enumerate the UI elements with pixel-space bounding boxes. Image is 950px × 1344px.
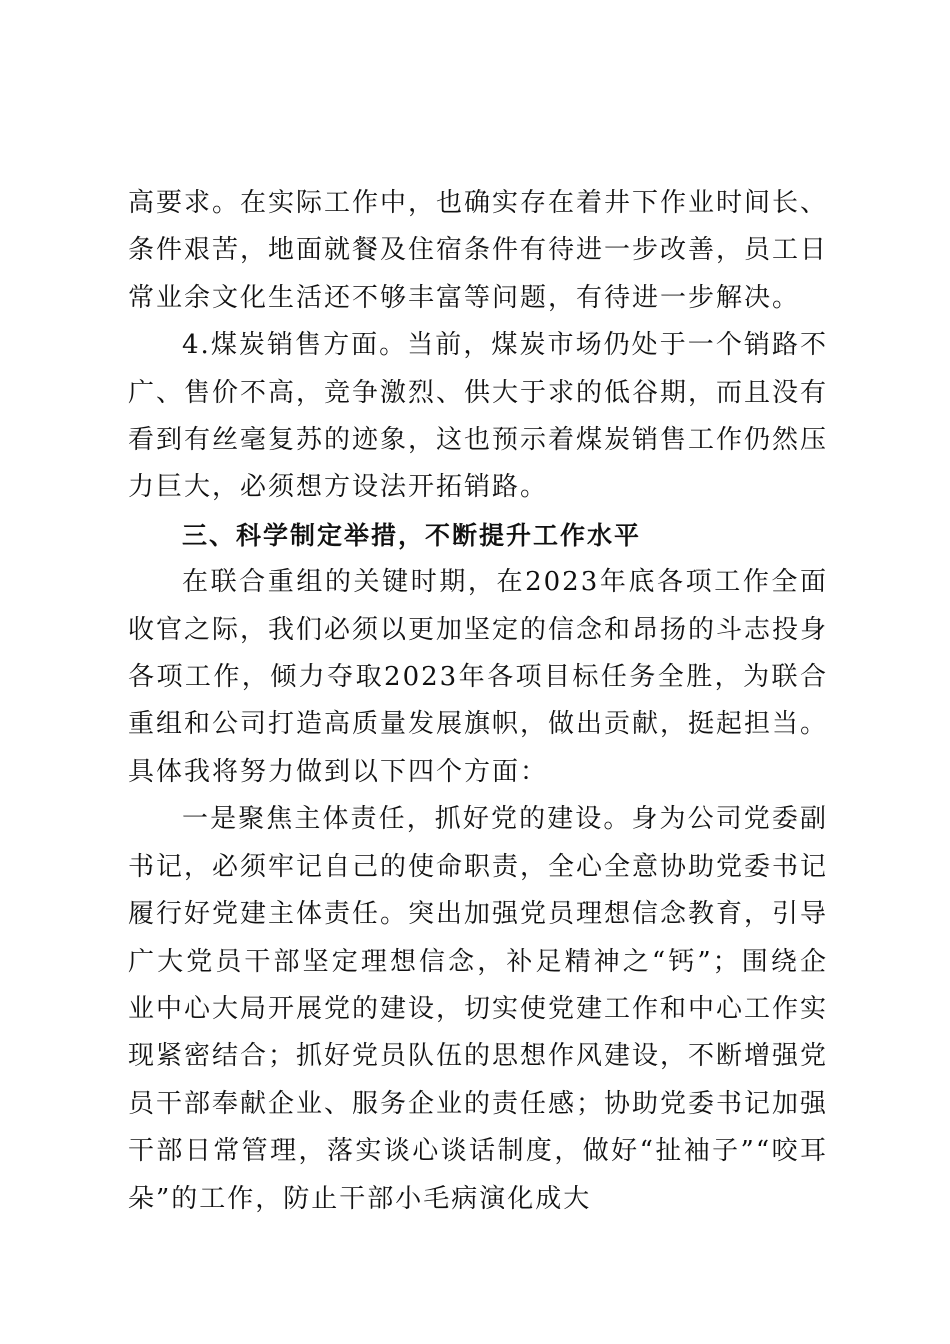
document-body: [128, 180, 828, 1223]
paragraph-continuation: 高要求。在实际工作中，也确实存在着井下作业时间长、条件艰苦，地面就餐及住宿条件有待进一步改善，员工日常业余文化生活还不够丰富等问题，有待进一步解决。: [128, 188, 829, 313]
paragraph-coal-sales: 4.煤炭销售方面。当前，煤炭市场仍处于一个销路不广、售价不高，竞争激烈、供大于求的低谷期，而且没有看到有丝毫复苏的迹象，这也预示着煤炭销售工作仍然压力巨大，必须想方设法开拓销路。: [128, 330, 829, 503]
paragraph-reorganization: 在联合重组的关键时期，在2023年底各项工作全面收官之际，我们必须以更加坚定的信念和昂扬的斗志投身各项工作，倾力夺取2023年各项目标任务全胜，为联合重组和公司打造高质量发展旗帜，做出贡献，挺起担当。具体我将努力做到以下四个方面：: [128, 567, 829, 787]
section-heading: 三、科学制定举措，不断提升工作水平: [182, 520, 642, 550]
paragraph-party-building: 一是聚焦主体责任，抓好党的建设。身为公司党委副书记，必须牢记自己的使命职责，全心全意协助党委书记履行好党建主体责任。突出加强党员理想信念教育，引导广大党员干部坚定理想信念，补足精神之“钙”；围绕企业中心大局开展党的建设，切实使党建工作和中心工作实现紧密结合；抓好党员队伍的思想作风建设，不断增强党员干部奉献企业、服务企业的责任感；协助党委书记加强干部日常管理，落实谈心谈话制度，做好“扯袖子”“咬耳朵”的工作，防止干部小毛病演化成大: [128, 804, 829, 1214]
